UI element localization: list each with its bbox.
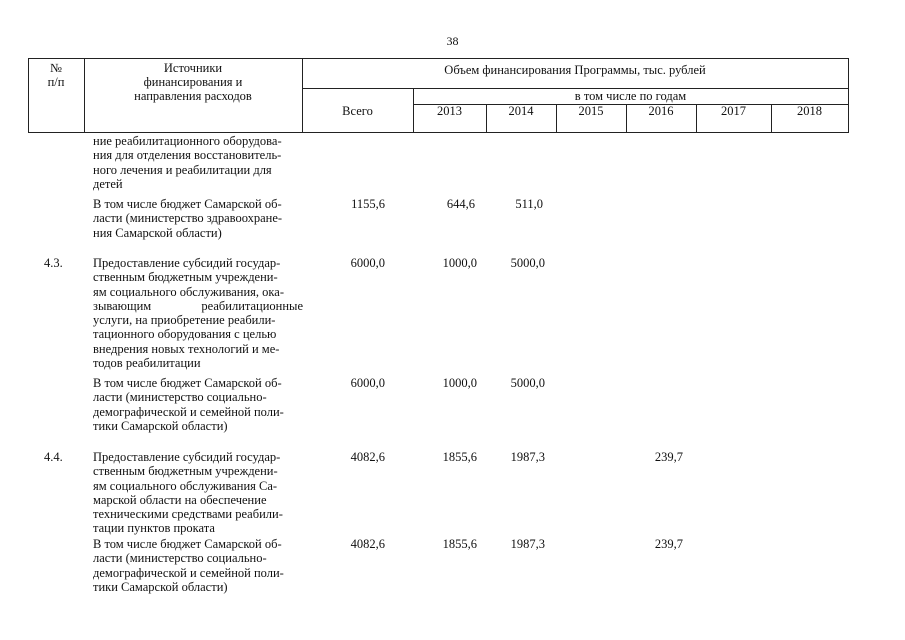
header-bottom-border (28, 132, 848, 133)
row-description: Предоставление субсидий государ- ственным бюджетным учреждени- ям социального обслуживания, ока- зывающим реабилитационные услуги, на приобретение реабили- тационного оборудования с целью внедрения новых технологий и ме- тодов реабилитации (93, 256, 303, 371)
header-total-label: Всего (342, 104, 373, 118)
row-description: В том числе бюджет Самарской об- ласти (министерство социально- демографической и семейной поли- тики Самарской области) (93, 376, 284, 433)
row-2016-value: 239,7 (654, 537, 683, 551)
row-description: В том числе бюджет Самарской об- ласти (министерство здравоохране- ния Самарской области) (93, 197, 283, 240)
header-year-2015: 2015 (578, 104, 604, 118)
row-2013-value: 1000,0 (442, 256, 477, 270)
row-2014-value: 1987,3 (510, 450, 545, 464)
row-2014-value: 5000,0 (510, 376, 545, 390)
header-top-border (28, 58, 848, 59)
header-year-2017: 2017 (721, 104, 746, 118)
row-description: Предоставление субсидий государ- ственным бюджетным учреждени- ям социального обслуживания Са- марской области на обеспечение техническими средствами реабили- тации пунктов проката (93, 450, 283, 536)
header-year-2013: 2013 (437, 104, 462, 118)
row-2014-value: 511,0 (515, 197, 543, 211)
header-by-years-label: в том числе по годам (574, 89, 687, 103)
header-year-2014: 2014 (508, 104, 534, 118)
row-total-value: 6000,0 (350, 256, 385, 270)
row-total-value: 6000,0 (350, 376, 385, 390)
header-sources-label: Источники финансирования и направления расходов (134, 61, 252, 103)
row-total-value: 1155,6 (351, 197, 385, 211)
row-2014-value: 5000,0 (510, 256, 545, 270)
row-2013-value: 1855,6 (442, 450, 477, 464)
row-2016-value: 239,7 (654, 450, 683, 464)
row-description: ние реабилитационного оборудова- ния для отделения восстановитель- ного лечения и реабилитации для детей (93, 134, 282, 191)
header-right-border (848, 58, 849, 133)
row-2013-value: 1855,6 (442, 537, 477, 551)
header-volume-title: Объем финансирования Программы, тыс. рублей (444, 63, 706, 77)
page-number: 38 (446, 34, 459, 48)
row-total-value: 4082,6 (350, 450, 385, 464)
row-number: 4.4. (44, 450, 63, 464)
header-no-label: № п/п (47, 61, 65, 89)
row-2013-value: 644,6 (446, 197, 475, 211)
header-year-2018: 2018 (797, 104, 822, 118)
row-number: 4.3. (44, 256, 63, 270)
row-2013-value: 1000,0 (442, 376, 477, 390)
row-total-value: 4082,6 (350, 537, 385, 551)
header-year-2016: 2016 (648, 104, 674, 118)
row-2014-value: 1987,3 (510, 537, 545, 551)
row-description: В том числе бюджет Самарской об- ласти (министерство социально- демографической и семейной поли- тики Самарской области) (93, 537, 284, 594)
